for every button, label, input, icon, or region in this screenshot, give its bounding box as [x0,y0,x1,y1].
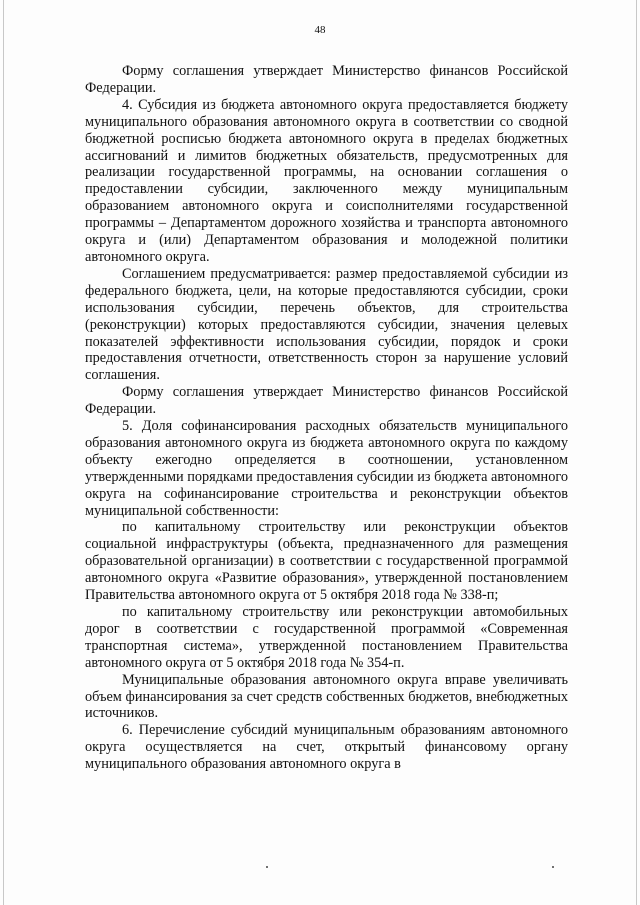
paragraph-education-program: по капитальному строительству или реконструкции объектов социальной инфраструктуры (объекта, предназначенного для размещения образовательной организации) в соответствии с государственной программой автономного округа «Развитие образования», утвержденной постановлением Правительства автономного округа от 5 октября 2018 года № 338-п; [85,519,568,604]
paragraph-section-4: 4. Субсидия из бюджета автономного округа предоставляется бюджету муниципального образования автономного округа в соответствии со сводной бюджетной росписью бюджета автономного округа в пределах бюджетных ассигнований и лимитов бюджетных обязательств, предусмотренных для реализации государственной программы, на основании соглашения о предоставлении субсидии, заключенного между муниципальным образованием автономного округа и соисполнителями государственной программы – Департаментом дорожного хозяйства и транспорта автономного округа и (или) Департаментом образования и молодежной политики автономного округа. [85,96,568,265]
paragraph-transport-program: по капитальному строительству или реконструкции автомобильных дорог в соответствии с государственной программой «Современная транспортная система», утвержденной постановлением Правительства автономного округа от 5 октября 2018 года № 354-п. [85,604,568,671]
paragraph-form-agreement-2: Форму соглашения утверждает Министерство финансов Российской Федерации. [85,384,568,418]
scan-speck [266,866,268,868]
scan-edge-left [3,0,4,905]
scan-speck [552,866,554,868]
page-number: 48 [314,24,326,36]
document-body [85,63,568,773]
paragraph-section-5: 5. Доля софинансирования расходных обязательств муниципального образования автономного округа из бюджета автономного округа по каждому объекту ежегодно определяется в соотношении, установленном утвержденными порядками предоставления субсидии из бюджета автономного округа на софинансирование строительства и реконструкции объектов муниципальной собственности: [85,418,568,519]
paragraph-municipal-funding: Муниципальные образования автономного округа вправе увеличивать объем финансирования за счет средств собственных бюджетов, внебюджетных источников. [85,671,568,722]
scan-edge-right [636,0,637,905]
paragraph-form-agreement: Форму соглашения утверждает Министерство финансов Российской Федерации. [85,63,568,96]
paragraph-section-6: 6. Перечисление субсидий муниципальным образованиям автономного округа осуществляется на счет, открытый финансовому органу муниципального образования автономного округа в [85,722,568,773]
paragraph-agreement-terms: Соглашением предусматривается: размер предоставляемой субсидии из федерального бюджета, цели, на которые предоставляются субсидии, сроки использования субсидии, перечень объектов, для строительства (реконструкции) которых предоставляются субсидии, значения целевых показателей эффективности использования субсидии, порядок и сроки предоставления отчетности, ответственность сторон за нарушение условий соглашения. [85,265,568,384]
